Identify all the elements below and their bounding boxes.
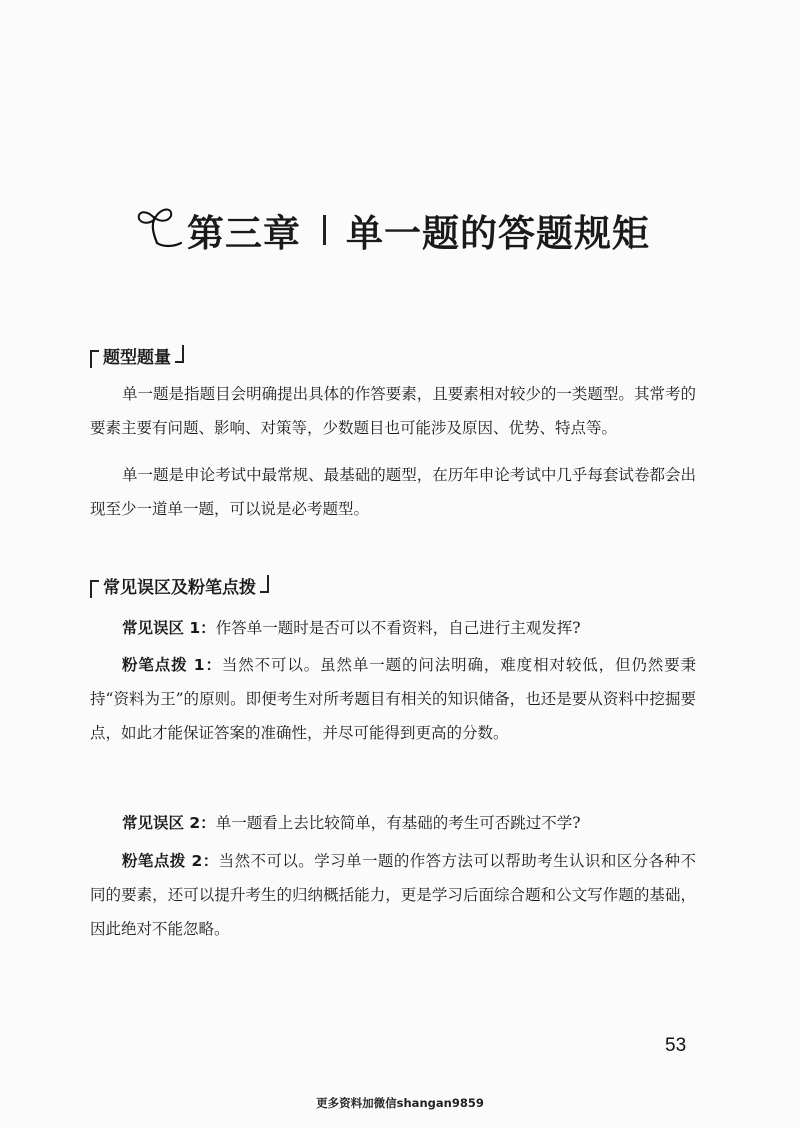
misconception-text: 作答单一题时是否可以不看资料，自己进行主观发挥? (215, 619, 581, 637)
tip-label: 粉笔点拨 2： (122, 852, 219, 870)
misconception-label: 常见误区 1： (122, 619, 216, 637)
paragraph: 单一题是申论考试中最常规、最基础的题型，在历年申论考试中几乎每套试卷都会出现至少一道单一题，可以说是必考题型。 (90, 466, 696, 518)
section-heading-text: 题型题量 (103, 348, 171, 368)
section-heading-misconceptions (90, 573, 269, 598)
misconception-text: 单一题看上去比较简单，有基础的考生可否跳过不学? (215, 814, 581, 832)
misconception-2 (90, 806, 696, 840)
bracket-right-icon (260, 575, 269, 593)
chapter-number: 第三章 (187, 212, 301, 255)
tip-text: 当然不可以。虽然单一题的问法明确，难度相对较低，但仍然要秉持“资料为王”的原则。即便考生对所考题目有相关的知识储备，也还是要从资料中挖掘要点，如此才能保证答案的准确性，并尽可能得到更高的分数。 (90, 656, 696, 742)
bracket-left-icon (90, 580, 99, 598)
misconception-1 (90, 611, 696, 645)
bracket-right-icon (175, 345, 184, 363)
bracket-left-icon (90, 350, 99, 368)
page-number: 53 (665, 1035, 687, 1056)
paragraph: 单一题是指题目会明确提出具体的作答要素，且要素相对较少的一类题型。其常考的要素主要有问题、影响、对策等，少数题目也可能涉及原因、优势、特点等。 (90, 385, 696, 437)
tip-2 (90, 844, 696, 946)
chapter-title (133, 203, 650, 257)
misconception-label: 常见误区 2： (122, 814, 216, 832)
sprout-icon (133, 203, 185, 251)
section-heading-text: 常见误区及粉笔点拨 (103, 578, 256, 598)
footer-watermark: 更多资料加微信shangan9859 (316, 1096, 484, 1110)
tip-1 (90, 648, 696, 750)
section-heading-question-type (90, 343, 184, 368)
tip-text: 当然不可以。学习单一题的作答方法可以帮助考生认识和区分各种不同的要素，还可以提升考生的归纳概括能力，更是学习后面综合题和公文写作题的基础，因此绝对不能忽略。 (90, 852, 696, 938)
title-separator (323, 215, 326, 245)
tip-label: 粉笔点拨 1： (122, 656, 222, 674)
chapter-name: 单一题的答题规矩 (346, 212, 650, 255)
